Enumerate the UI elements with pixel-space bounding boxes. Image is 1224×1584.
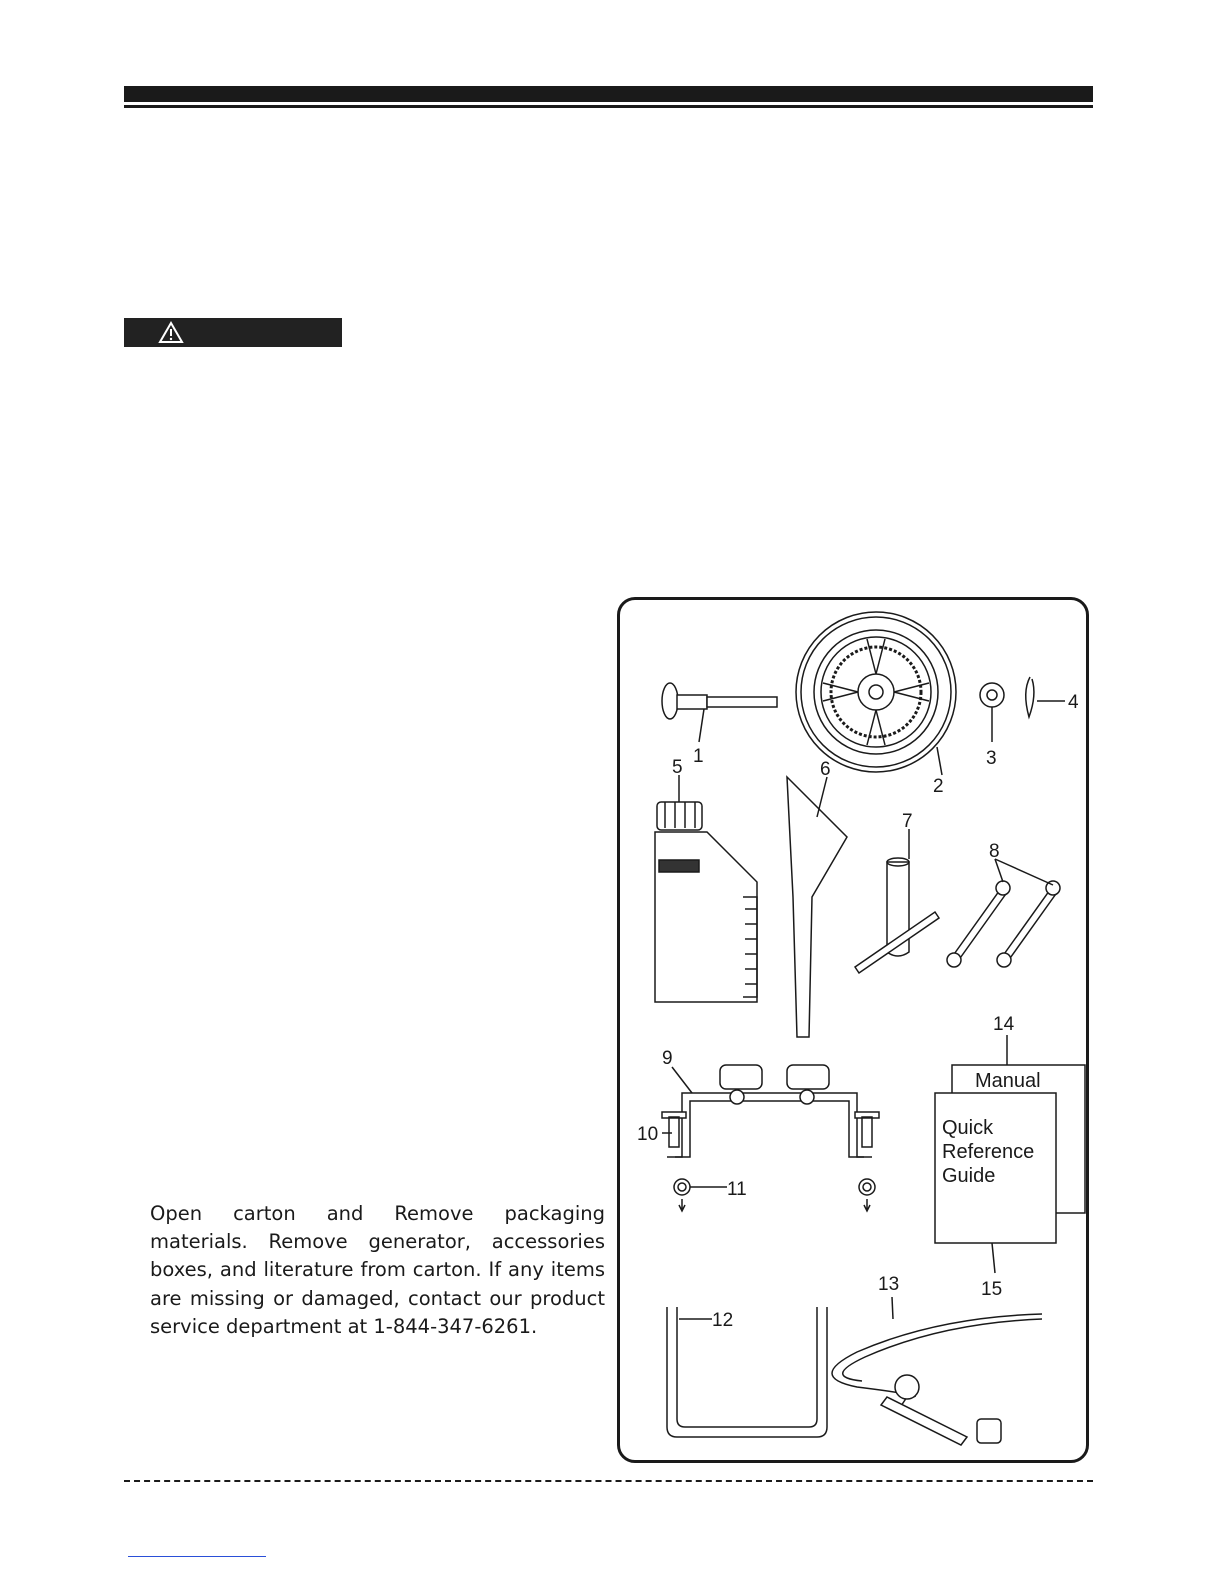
funnel-illustration (787, 777, 847, 1037)
cotter-pin-illustration (1026, 677, 1065, 717)
callout-13: 13 (878, 1274, 900, 1295)
callout-4: 4 (1068, 692, 1079, 713)
axle-pin-illustration (662, 683, 777, 742)
callout-14: 14 (993, 1014, 1015, 1035)
warning-triangle-icon (158, 321, 184, 344)
callout-2: 2 (933, 776, 944, 797)
callout-3: 3 (986, 748, 997, 769)
callout-7: 7 (902, 811, 913, 832)
bracket-illustration (662, 1065, 879, 1211)
callout-1: 1 (693, 746, 704, 767)
washer-illustration (980, 683, 1004, 742)
header-rule-thick (124, 86, 1093, 102)
warning-banner (124, 318, 342, 347)
manual-label: Manual (975, 1070, 1041, 1092)
footer-dashed-rule (124, 1480, 1093, 1482)
callout-10: 10 (637, 1124, 659, 1145)
wrenches-illustration (947, 859, 1060, 967)
unpacking-instructions: Open carton and Remove packaging materials. Remove generator, accessories boxes, and literature from carton. If any items are missing or damaged, contact our product service department at 1-844-347-6261. (150, 1202, 605, 1338)
callout-8: 8 (989, 841, 1000, 862)
callout-11: 11 (727, 1179, 747, 1200)
guide-label-line-1: Quick (942, 1117, 994, 1139)
callout-15: 15 (981, 1279, 1003, 1300)
header-rule-thin (124, 105, 1093, 108)
guide-label-line-3: Guide (942, 1165, 996, 1187)
footer-link-underline (128, 1556, 266, 1557)
handle-illustration (667, 1307, 827, 1437)
spark-plug-wrench-illustration (855, 829, 939, 973)
guide-label-line-2: Reference (942, 1141, 1035, 1163)
wheel-illustration (796, 612, 956, 775)
parts-illustration (617, 597, 1089, 1463)
callout-9: 9 (662, 1048, 673, 1069)
oil-bottle-illustration (655, 775, 757, 1002)
callout-6: 6 (820, 759, 831, 780)
propane-regulator-illustration (832, 1297, 1042, 1445)
callout-12: 12 (712, 1310, 734, 1331)
callout-5: 5 (672, 757, 683, 778)
